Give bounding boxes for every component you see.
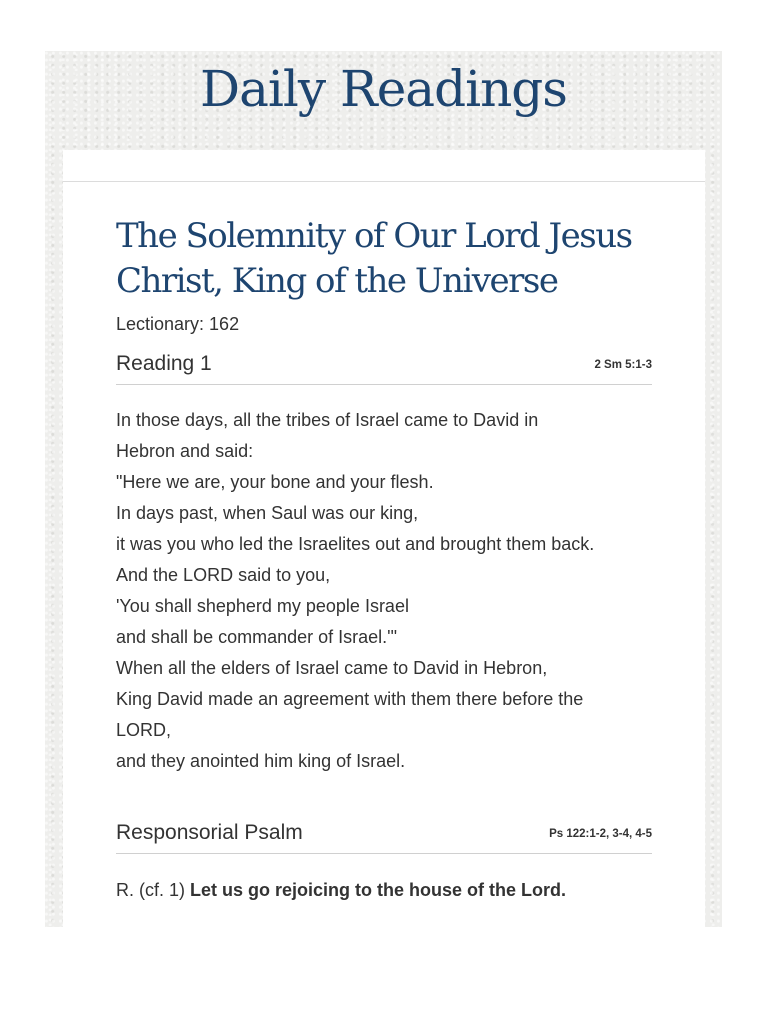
reading1-citation-link[interactable]: 2 Sm 5:1-3	[594, 359, 652, 371]
card-divider	[63, 181, 705, 182]
reading-title	[116, 214, 656, 304]
reading1-line: King David made an agreement with them there before the	[116, 689, 584, 709]
psalm-response-prefix: R. (cf. 1)	[116, 880, 186, 900]
reading-title-line-1: The Solemnity of Our Lord Jesus	[116, 216, 632, 256]
site-title[interactable]: Daily Readings	[200, 60, 567, 118]
reading1-header	[116, 348, 652, 385]
psalm-label: Responsorial Psalm	[116, 821, 303, 844]
reading1-label: Reading 1	[116, 352, 212, 375]
reading-title-line-2: Christ, King of the Universe	[116, 261, 558, 301]
psalm-response-text: Let us go rejoicing to the house of the Lord.	[190, 880, 567, 900]
reading1-line: Hebron and said:	[116, 441, 254, 461]
lectionary-number: Lectionary: 162	[116, 314, 240, 334]
reading1-line: When all the elders of Israel came to David in Hebron,	[116, 658, 548, 678]
reading1-line: 'You shall shepherd my people Israel	[116, 596, 409, 616]
reading-card	[63, 150, 705, 927]
page-frame	[45, 51, 722, 927]
psalm-header	[116, 817, 652, 854]
psalm-response	[116, 875, 566, 906]
reading1-line: and shall be commander of Israel.'"	[116, 627, 397, 647]
reading1-line: LORD,	[116, 720, 172, 740]
reading1-line: In days past, when Saul was our king,	[116, 503, 419, 523]
reading1-text	[116, 405, 656, 777]
reading1-line: it was you who led the Israelites out and brought them back.	[116, 534, 595, 554]
reading1-line: In those days, all the tribes of Israel came to David in	[116, 410, 539, 430]
reading1-line: and they anointed him king of Israel.	[116, 751, 406, 771]
psalm-citation-link[interactable]: Ps 122:1-2, 3-4, 4-5	[549, 828, 652, 840]
reading1-line: "Here we are, your bone and your flesh.	[116, 472, 434, 492]
reading1-line: And the LORD said to you,	[116, 565, 331, 585]
